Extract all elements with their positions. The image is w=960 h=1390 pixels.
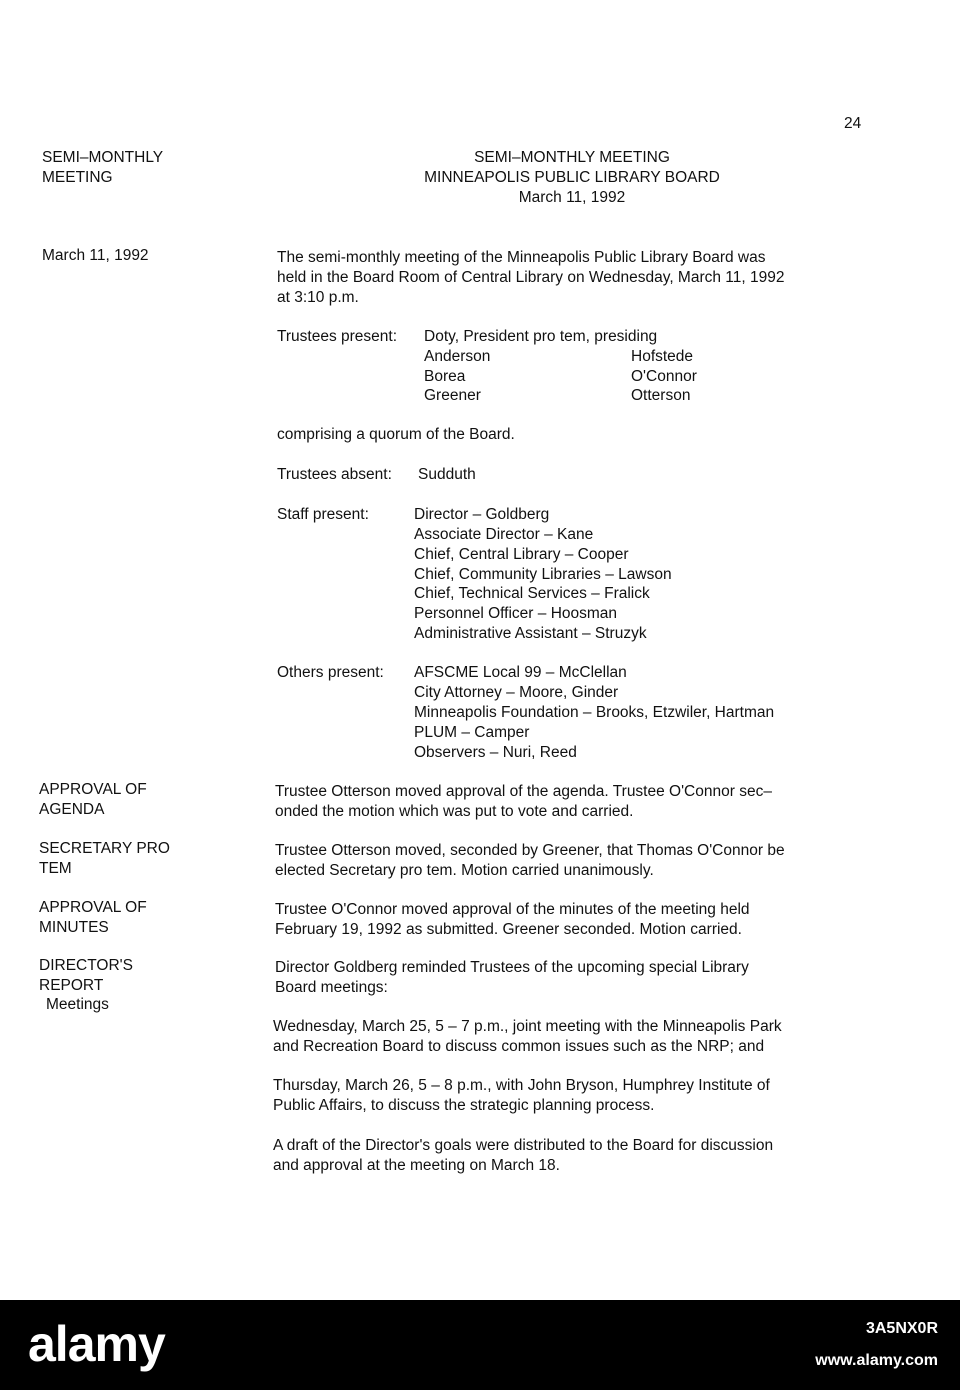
margin-date: March 11, 1992: [42, 247, 149, 264]
others-present-label: Others present:: [277, 664, 384, 681]
staff-item: Associate Director – Kane: [414, 526, 594, 543]
image-id: 3A5NX0R: [865, 1320, 938, 1337]
alamy-logo: alamy: [28, 1316, 165, 1372]
goals-paragraph: A draft of the Director's goals were distributed to the Board for discussion and approval at the meeting on March 18.: [273, 1137, 774, 1174]
heading-line2: MINNEAPOLIS PUBLIC LIBRARY BOARD: [424, 169, 720, 186]
margin-approval-minutes: APPROVAL OF MINUTES: [39, 899, 147, 936]
others-item: AFSCME Local 99 – McClellan: [414, 664, 627, 681]
trustees-present-label: Trustees present:: [277, 328, 398, 345]
director-paragraph: Director Goldberg reminded Trustees of the upcoming special Library Board meetings:: [275, 959, 749, 996]
quorum-statement: comprising a quorum of the Board.: [277, 426, 515, 443]
margin-title: SEMI–MONTHLY MEETING: [42, 149, 164, 186]
staff-item: Chief, Community Libraries – Lawson: [414, 566, 672, 583]
staff-item: Chief, Central Library – Cooper: [414, 546, 629, 563]
margin-secretary-pro-tem: SECRETARY PRO TEM: [39, 840, 170, 877]
trustee-name: Hofstede: [631, 348, 694, 365]
staff-item: Director – Goldberg: [414, 506, 550, 523]
staff-item: Personnel Officer – Hoosman: [414, 605, 618, 622]
trustee-name: Greener: [424, 387, 481, 404]
intro-paragraph: The semi-monthly meeting of the Minneapolis Public Library Board was held in the Board Room of Central Library on Wednesday, March 11, 1992 at 3:10 p.m.: [277, 249, 785, 306]
staff-item: Chief, Technical Services – Fralick: [414, 585, 650, 602]
margin-approval-agenda: APPROVAL OF AGENDA: [39, 781, 147, 818]
heading-line1: SEMI–MONTHLY MEETING: [474, 149, 670, 166]
site-url: www.alamy.com: [815, 1352, 938, 1369]
others-item: Observers – Nuri, Reed: [414, 744, 577, 761]
trustee-name: Anderson: [424, 348, 491, 365]
minutes-paragraph: Trustee O'Connor moved approval of the minutes of the meeting held February 19, 1992 as submitted. Greener seconded. Motion carried.: [275, 901, 750, 938]
agenda-paragraph: Trustee Otterson moved approval of the agenda. Trustee O'Connor sec– onded the motion which was put to vote and carried.: [275, 783, 772, 820]
presiding-trustee: Doty, President pro tem, presiding: [424, 328, 658, 345]
meeting-paragraph: Wednesday, March 25, 5 – 7 p.m., joint meeting with the Minneapolis Park and Recreation Board to discuss common issues such as the NRP; and: [273, 1018, 782, 1055]
margin-meetings: Meetings: [46, 996, 109, 1013]
others-item: City Attorney – Moore, Ginder: [414, 684, 619, 701]
others-item: Minneapolis Foundation – Brooks, Etzwiler, Hartman: [414, 704, 775, 721]
page-number: 24: [844, 115, 862, 132]
staff-present-label: Staff present:: [277, 506, 369, 523]
trustees-absent-label: Trustees absent:: [277, 466, 392, 483]
trustee-name: Borea: [424, 368, 466, 385]
margin-directors-report: DIRECTOR'S REPORT: [39, 957, 133, 994]
meeting-paragraph: Thursday, March 26, 5 – 8 p.m., with John Bryson, Humphrey Institute of Public Affairs, to discuss the strategic planning process.: [273, 1077, 770, 1114]
watermark-banner: [0, 1300, 960, 1390]
secretary-paragraph: Trustee Otterson moved, seconded by Greener, that Thomas O'Connor be elected Secretary pro tem. Motion carried unanimously.: [275, 842, 785, 879]
heading-line3: March 11, 1992: [518, 189, 626, 206]
trustee-name: O'Connor: [631, 368, 697, 385]
others-item: PLUM – Camper: [414, 724, 530, 741]
trustee-name: Otterson: [631, 387, 691, 404]
staff-item: Administrative Assistant – Struzyk: [414, 625, 647, 642]
trustees-absent-names: Sudduth: [418, 466, 476, 483]
